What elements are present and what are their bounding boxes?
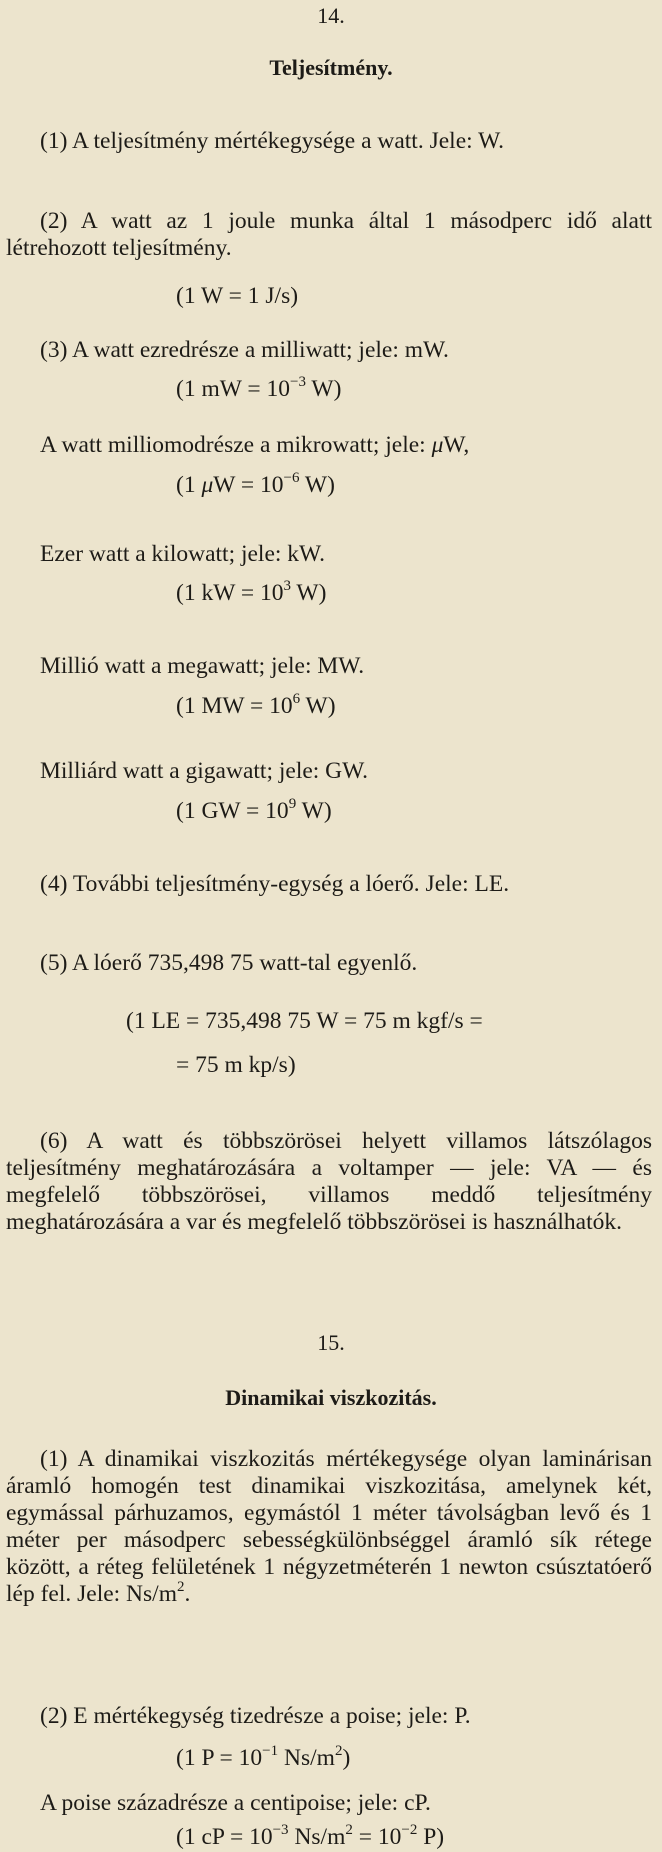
exponent: 2 [334, 1743, 343, 1759]
exponent: −3 [272, 1822, 289, 1838]
formula-gigawatt: (1 GW = $10^9$ W) [176, 796, 332, 824]
exponent: −6 [283, 470, 300, 486]
formula-loero-line-1: (1 LE = 735,498 75 W = 75 m kgf/s = [126, 1008, 483, 1034]
exponent: 2 [345, 1822, 353, 1838]
microwatt-definition: A watt milliomodrésze a mikrowatt; jele: μW, [40, 432, 470, 458]
exponent: −3 [290, 374, 306, 390]
exponent: −1 [262, 1743, 279, 1759]
formula-microwatt: (1 $\mu W = 10^{-6}$ W) [176, 470, 335, 498]
section-15-number: 15. [317, 1330, 345, 1355]
exponent: 3 [283, 578, 291, 594]
formula-poise: (1 $P = 10^{-1}$ $Ns/m^2$) [176, 1743, 351, 1771]
section-14-title: Teljesítmény. [269, 55, 393, 80]
formula-kilowatt: (1 kW = $10^3$ W) [176, 578, 327, 606]
formula-milliwatt: (1 mW = $10^{-3}$ W) [176, 374, 342, 402]
section-14-number: 14. [317, 3, 345, 28]
section-14-paragraph-4: (4) További teljesítmény-egység a lóerő. Jele: LE. [40, 871, 510, 897]
section-14-paragraph-2: (2) A watt az 1 joule munka által 1 másodperc idő alatt létrehozott teljesítmény. [6, 208, 652, 261]
formula-megawatt: (1 MW = $10^6$ W) [176, 691, 336, 719]
exponent: −2 [401, 1822, 418, 1838]
exponent: 2 [176, 1579, 185, 1595]
formula-watt: (1 W = 1 J/s) [176, 283, 299, 309]
section-14-paragraph-1: (1) A teljesítmény mértékegysége a watt. Jele: W. [40, 128, 504, 154]
section-14-paragraph-5: (5) A lóerő 735,498 75 watt-tal egyenlő. [40, 950, 418, 976]
section-15-paragraph-2: (2) E mértékegység tizedrésze a poise; jele: P. [40, 1703, 471, 1729]
section-15-paragraph-1: (1) A dinamikai viszkozitás mértékegysége olyan laminárisan áramló homogén test dinamikai viszkozitása, amelynek két, egymással párhuzamos, egymástól 1 méter távolságban levő és 1 méter per másodperc sebességkülönbséggel áramló sík rétege között, a réteg felületének 1 négyzetméterén 1 newton csúsztatóerő lép fel. Jele: $Ns/m^2$. [6, 1446, 652, 1607]
megawatt-definition: Millió watt a megawatt; jele: MW. [40, 653, 365, 679]
section-14-paragraph-6: (6) A watt és többszörösei helyett villamos látszólagos teljesítmény meghatározására a voltamper — jele: VA — és megfelelő többszörösei, villamos meddő teljesítmény meghatározására a var és megfelelő többszörösei is használhatók. [6, 1128, 652, 1235]
formula-centipoise: (1 cP = $10^{-3}$ $Ns/m^2 = 10^{-2}$ P) [176, 1822, 445, 1850]
formula-loero-line-2: = 75 m kp/s) [176, 1052, 296, 1078]
exponent: 9 [288, 796, 297, 812]
gigawatt-definition: Milliárd watt a gigawatt; jele: GW. [40, 758, 369, 784]
kilowatt-definition: Ezer watt a kilowatt; jele: kW. [40, 541, 325, 567]
centipoise-definition: A poise századrésze a centipoise; jele: cP. [40, 1790, 431, 1816]
section-15-title: Dinamikai viszkozitás. [225, 1385, 437, 1410]
section-14-paragraph-3: (3) A watt ezredrésze a milliwatt; jele: mW. [40, 337, 449, 363]
exponent: 6 [292, 691, 301, 707]
